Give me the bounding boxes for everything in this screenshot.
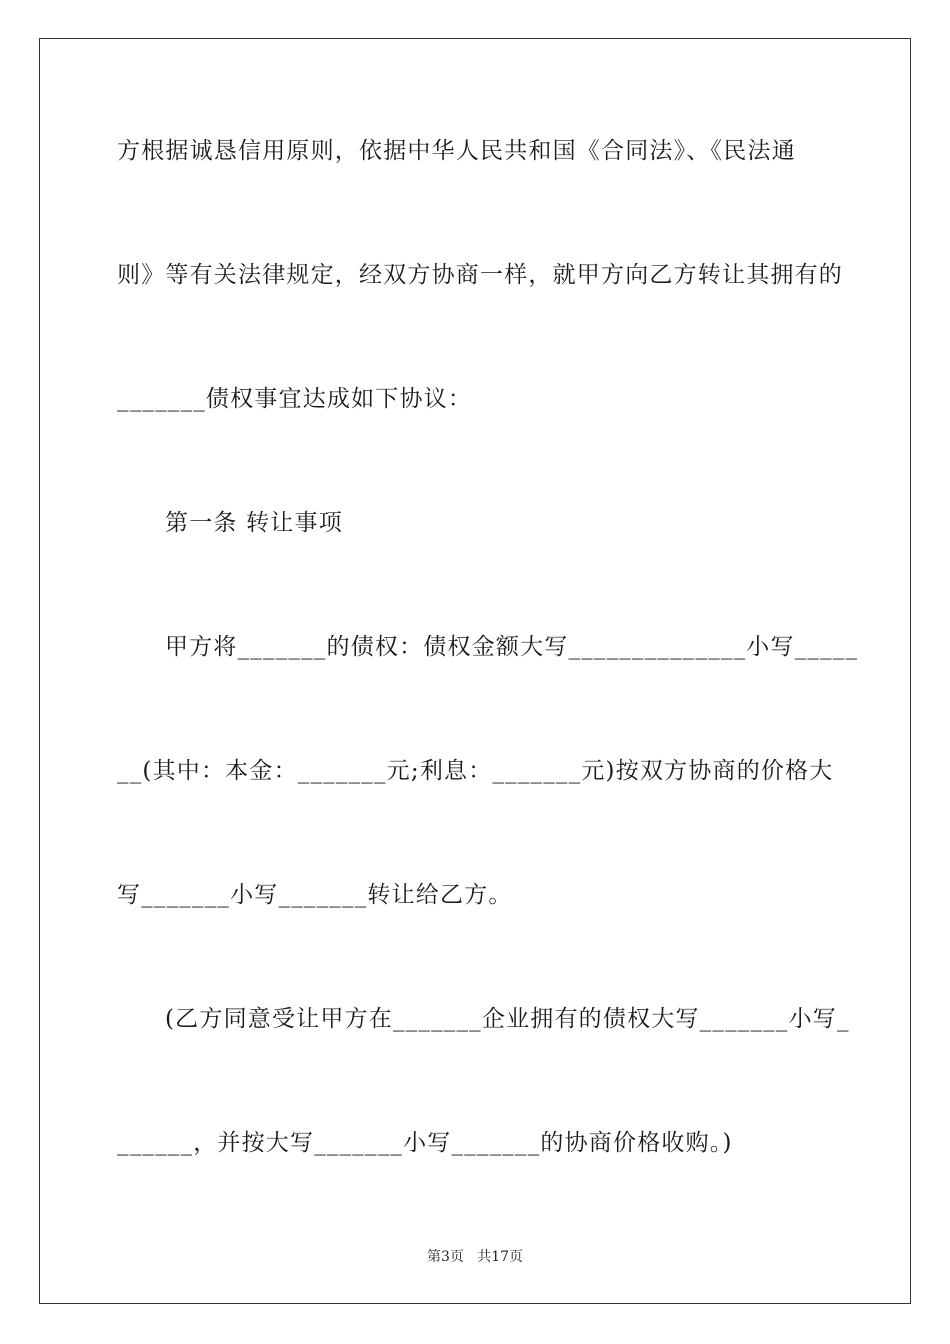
body-text-line-9: ______，并按大写_______小写_______的协商价格收购。) [117,1130,733,1156]
body-text-line-3: _______债权事宜达成如下协议： [117,386,473,412]
body-text-line-5: 甲方将_______的债权：债权金额大写______________小写_____ [165,634,859,660]
page-number-footer: 第3页 共17页 [426,1249,524,1265]
body-text-line-2: 则》等有关法律规定，经双方协商一样，就甲方向乙方转让其拥有的 [117,262,843,288]
body-text-line-6: __(其中：本金：_______元;利息：_______元)按双方协商的价格大 [117,758,834,784]
body-text-line-8: (乙方同意受让甲方在_______企业拥有的债权大写_______小写_ [165,1006,850,1032]
page-border [39,38,911,1304]
article-heading: 第一条 转让事项 [165,510,343,536]
body-text-line-1: 方根据诚恳信用原则，依据中华人民共和国《合同法》、《民法通 [117,138,796,164]
body-text-line-7: 写_______小写_______转让给乙方。 [117,882,513,908]
